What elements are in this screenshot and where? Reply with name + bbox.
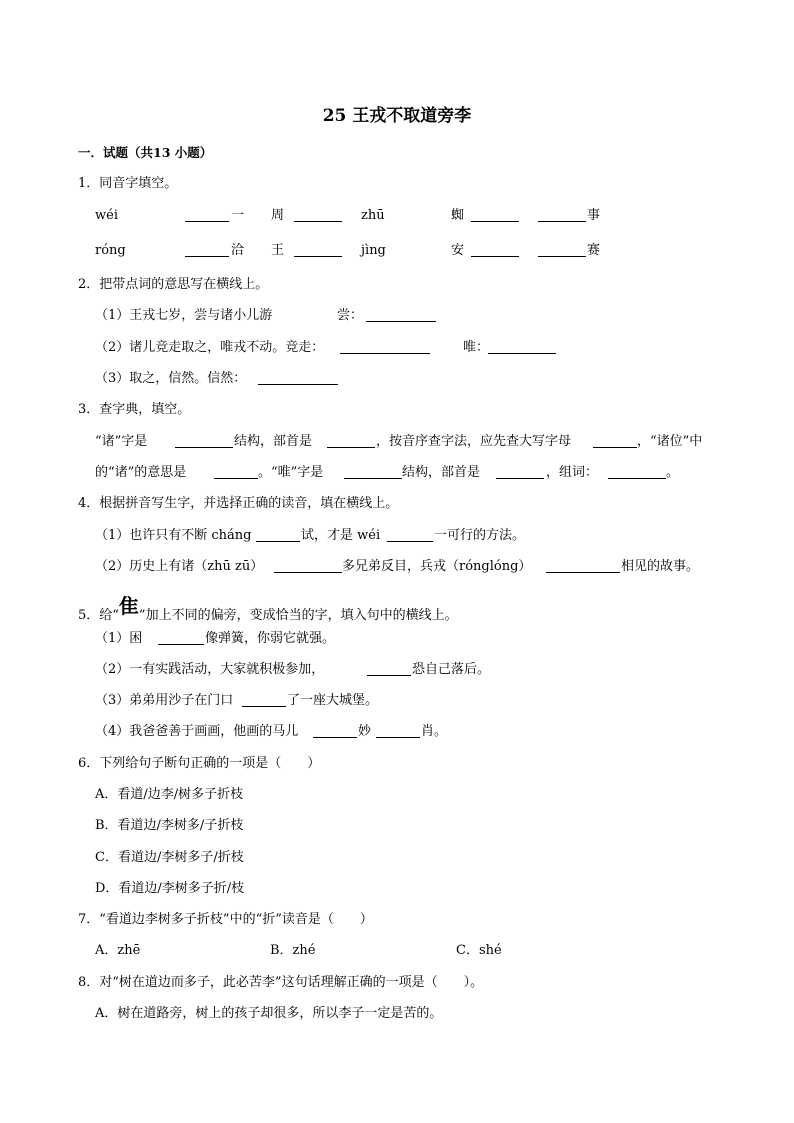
q5-item-3: （3）弟弟用沙子在门口	[95, 693, 234, 708]
q2-answer-blank[interactable]	[488, 341, 556, 354]
q4-blank[interactable]	[546, 560, 620, 573]
q4-item-2-mid: 多兄弟反目，兵戎（rónglóng）	[342, 559, 532, 574]
q3-blank[interactable]	[327, 435, 375, 448]
q4-item-1-end: 一可行的方法。	[434, 528, 526, 543]
q4-blank[interactable]	[256, 529, 300, 542]
q1-pinyin-jing: jìng	[361, 243, 386, 258]
q5-item-1-end: 像弹簧，你弱它就强。	[205, 631, 336, 646]
q2-item-2-label: 唯：	[463, 340, 490, 355]
q5-stem-end: ”加上不同的偏旁，变成恰当的字，填入句中的横线上。	[138, 608, 458, 623]
q1-char: 王	[271, 243, 285, 258]
question-5-stem	[78, 594, 458, 624]
q5-item-2: （2）一有实践活动，大家就积极参加，	[95, 662, 325, 677]
q1-blank[interactable]	[294, 209, 342, 222]
q1-char: 安	[451, 243, 465, 258]
q3-blank[interactable]	[214, 466, 258, 479]
q3-text: ，组词：	[546, 465, 599, 480]
q4-item-2-end: 相见的故事。	[621, 559, 700, 574]
q1-char: 蜘	[451, 208, 465, 223]
q5-stem-start: 5．给“	[78, 608, 119, 623]
q1-blank[interactable]	[294, 244, 342, 257]
q3-text: 结构，部首是	[234, 434, 313, 449]
question-6-stem: 6．下列给句子断句正确的一项是（ ）	[78, 756, 321, 771]
q3-blank[interactable]	[175, 435, 233, 448]
q5-item-4-mid: 妙	[358, 724, 372, 739]
q6-option-a[interactable]: A．看道/边李/树多子折枝	[95, 787, 244, 802]
question-3-stem: 3．查字典，填空。	[78, 402, 191, 417]
q5-glyph: 隹	[118, 594, 139, 618]
q1-char: 事	[587, 208, 601, 223]
q6-option-d[interactable]: D．看道边/李树多子折/枝	[95, 881, 245, 896]
q2-answer-blank[interactable]	[258, 372, 338, 385]
q7-option-a[interactable]: A．zhē	[95, 943, 141, 958]
q6-option-c[interactable]: C．看道边/李树多子/折枝	[95, 850, 244, 865]
page-title: 25 王戎不取道旁李	[322, 106, 472, 126]
q1-char: 周	[271, 208, 285, 223]
question-8-stem: 8．对“树在道边而多子，此必苦李”这句话理解正确的一项是（ ）。	[78, 975, 484, 990]
q5-blank[interactable]	[242, 694, 286, 707]
q3-blank[interactable]	[608, 466, 666, 479]
q5-blank[interactable]	[158, 632, 204, 645]
q5-blank[interactable]	[376, 725, 420, 738]
q3-text: 。	[666, 465, 680, 480]
q7-option-b[interactable]: B．zhé	[270, 943, 316, 958]
q5-item-4-end: 肖。	[421, 724, 448, 739]
q3-text: ，按音序查字法，应先查大写字母	[376, 434, 572, 449]
q4-item-1-mid: 试，才是 wéi	[301, 528, 381, 543]
q1-char: 赛	[587, 243, 601, 258]
q2-item-3: （3）取之，信然。信然：	[95, 371, 247, 386]
q5-item-1: （1）困	[95, 631, 143, 646]
q3-text: 结构，部首是	[402, 465, 481, 480]
question-4-stem: 4．根据拼音写生字，并选择正确的读音，填在横线上。	[78, 496, 399, 511]
q2-answer-blank[interactable]	[366, 309, 436, 322]
q5-blank[interactable]	[367, 663, 411, 676]
q6-option-b[interactable]: B．看道边/李树多/子折枝	[95, 818, 244, 833]
q1-pinyin-wei: wéi	[95, 208, 118, 223]
q3-text: “诸”字是	[95, 434, 148, 449]
question-1-stem: 1．同音字填空。	[78, 176, 178, 191]
q8-option-a[interactable]: A．树在道路旁，树上的孩子却很多，所以李子一定是苦的。	[95, 1006, 443, 1021]
q1-blank[interactable]	[538, 244, 586, 257]
q4-blank[interactable]	[387, 529, 433, 542]
q2-item-2: （2）诸儿竞走取之，唯戎不动。竞走：	[95, 340, 325, 355]
q5-item-3-end: 了一座大城堡。	[287, 693, 379, 708]
q1-pinyin-zhu: zhū	[361, 208, 385, 223]
q3-text: 。“唯”字是	[258, 465, 324, 480]
q3-text: 的“诸”的意思是	[95, 465, 187, 480]
section-heading: 一．试题（共13 小题）	[78, 145, 213, 160]
q1-blank[interactable]	[538, 209, 586, 222]
question-2-stem: 2．把带点词的意思写在横线上。	[78, 277, 269, 292]
q7-option-c[interactable]: C．shé	[456, 943, 502, 958]
q4-blank[interactable]	[274, 560, 342, 573]
q1-blank[interactable]	[471, 244, 519, 257]
q1-blank[interactable]	[471, 209, 519, 222]
q3-text: ，“诸位”中	[637, 434, 703, 449]
q1-char: 洽	[231, 243, 245, 258]
q4-item-2: （2）历史上有诸（zhū zū）	[95, 559, 264, 574]
q3-blank[interactable]	[496, 466, 544, 479]
question-7-stem: 7．“看道边李树多子折枝”中的“折”读音是（ ）	[78, 912, 373, 927]
q1-pinyin-rong: róng	[95, 243, 126, 258]
q1-blank[interactable]	[185, 209, 229, 222]
q3-blank[interactable]	[593, 435, 637, 448]
q5-item-4: （4）我爸爸善于画画，他画的马儿	[95, 724, 299, 739]
q1-char: 一	[231, 208, 245, 223]
q4-item-1: （1）也许只有不断 cháng	[95, 528, 252, 543]
q2-item-1-label: 尝：	[337, 308, 364, 323]
q2-answer-blank[interactable]	[340, 341, 430, 354]
q1-blank[interactable]	[185, 244, 229, 257]
q5-item-2-end: 恐自己落后。	[412, 662, 491, 677]
q3-blank[interactable]	[344, 466, 402, 479]
q5-blank[interactable]	[313, 725, 357, 738]
q2-item-1: （1）王戎七岁，尝与诸小儿游	[95, 308, 273, 323]
